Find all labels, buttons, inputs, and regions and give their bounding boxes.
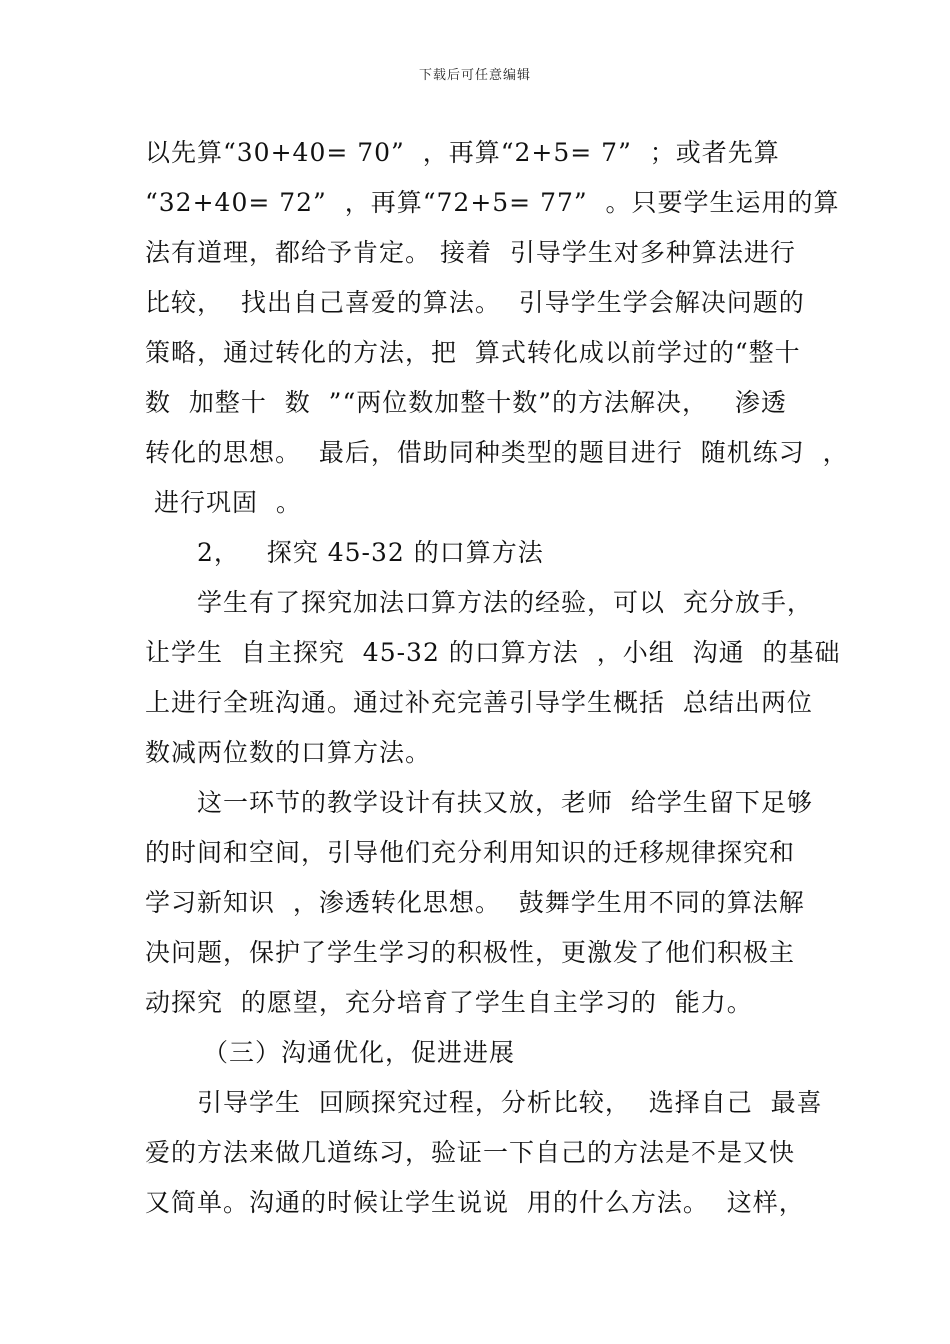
text-line: 策略，通过转化的方法，把 算式转化成以前学过的“整十: [145, 338, 801, 367]
text-line: 决问题，保护了学生学习的积极性，更激发了他们积极主: [145, 938, 796, 967]
text-line: 的时间和空间，引导他们充分利用知识的迁移规律探究和: [145, 838, 796, 867]
text-line: 法有道理，都给予肯定。 接着 引导学生对多种算法进行: [145, 238, 796, 267]
page-header: 下载后可任意编辑: [418, 68, 531, 83]
text-line: 学生有了探究加法口算方法的经验，可以 充分放手，: [197, 588, 813, 617]
text-line: 以先算“30+40= 70” ，再算“2+5= 7” ；或者先算: [145, 138, 780, 167]
text-line: 2， 探究 45-32 的口算方法: [197, 538, 544, 567]
document-body: [145, 128, 849, 1228]
text-line: 数减两位数的口算方法。: [145, 738, 432, 767]
text-line: 数 加整十 数 ”“两位数加整十数”的方法解决， 渗透: [145, 388, 787, 417]
text-line: 动探究 的愿望，充分培育了学生自主学习的 能力。: [145, 988, 753, 1017]
text-line: （三）沟通优化，促进进展: [203, 1038, 516, 1067]
text-line: 这一环节的教学设计有扶又放，老师 给学生留下足够: [197, 788, 813, 817]
text-line: 上进行全班沟通。通过补充完善引导学生概括 总结出两位: [145, 688, 813, 717]
text-line: 让学生 自主探究 45-32 的口算方法 ，小组 沟通 的基础: [145, 638, 841, 667]
text-line: 又简单。沟通的时候让学生说说 用的什么方法。 这样，: [145, 1188, 805, 1217]
text-line: 比较， 找出自己喜爱的算法。 引导学生学会解决问题的: [145, 288, 805, 317]
text-line: 学习新知识 ，渗透转化思想。 鼓舞学生用不同的算法解: [145, 888, 805, 917]
text-line: 爱的方法来做几道练习，验证一下自己的方法是不是又快: [145, 1138, 796, 1167]
text-line: 转化的思想。 最后，借助同种类型的题目进行 随机练习 ，: [145, 438, 849, 467]
text-line: 引导学生 回顾探究过程，分析比较， 选择自己 最喜: [197, 1088, 823, 1117]
text-line: “32+40= 72” ，再算“72+5= 77” 。只要学生运用的算: [145, 188, 840, 217]
text-line: 进行巩固 。: [145, 488, 302, 517]
